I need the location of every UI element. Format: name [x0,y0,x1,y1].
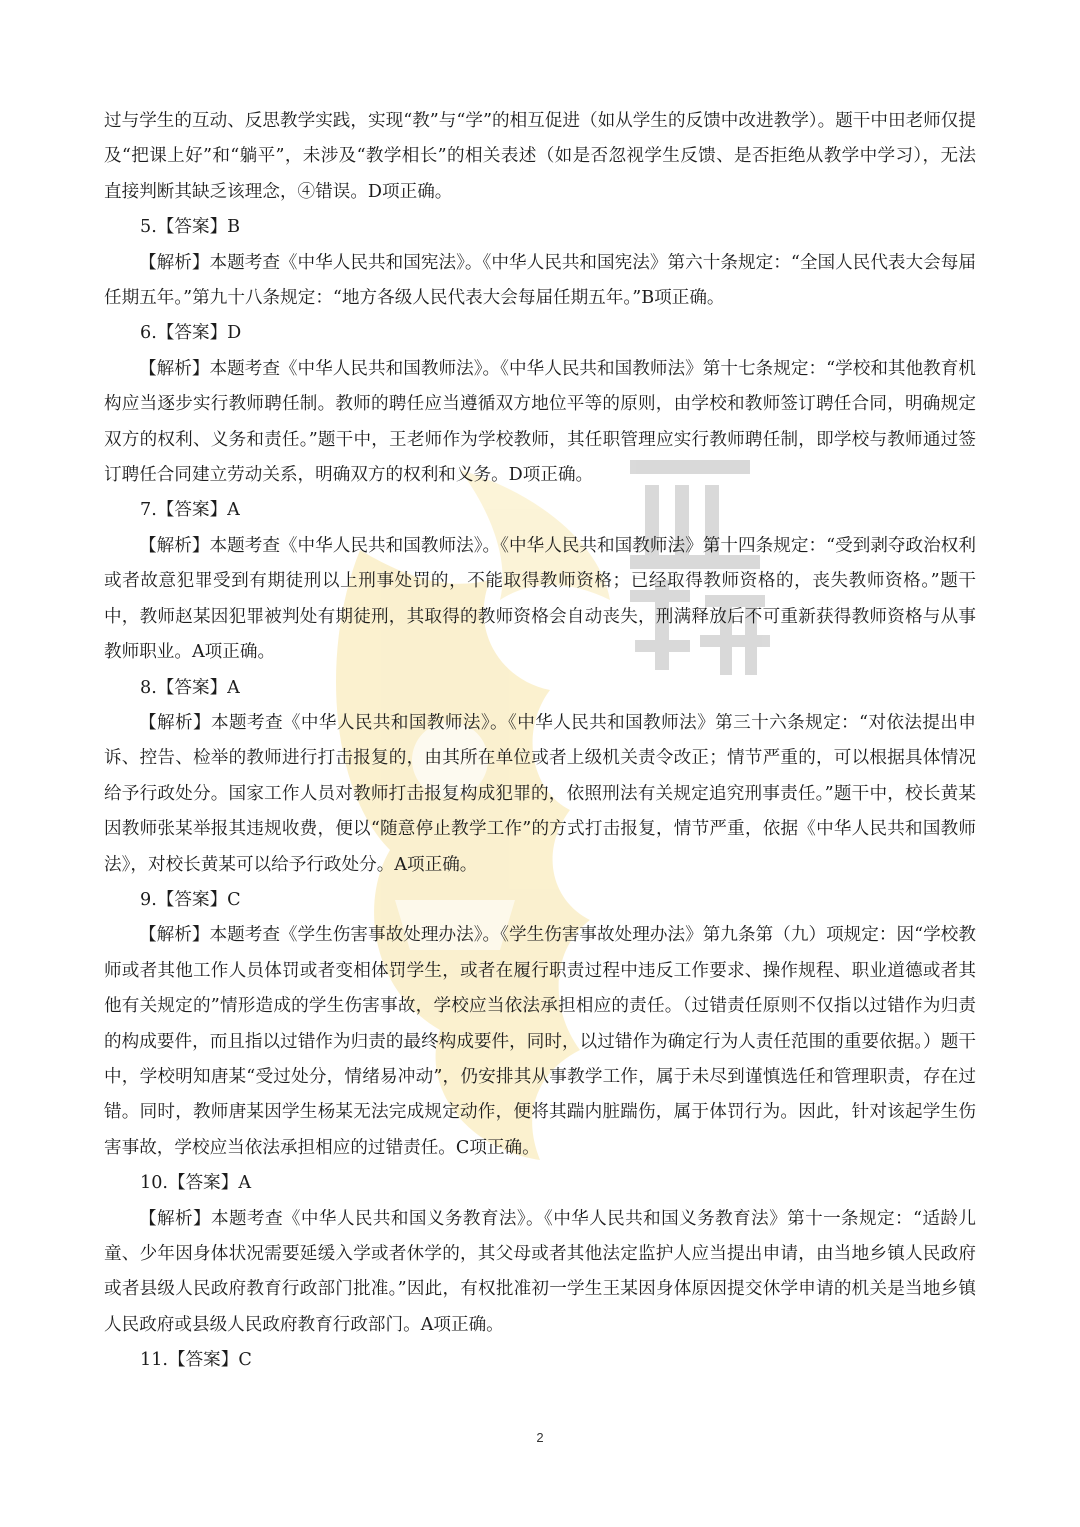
answer-10: 10.【答案】A [140,1173,252,1194]
explanation-5: 【解析】本题考查《中华人民共和国宪法》。《中华人民共和国宪法》第六十条规定：“全国人民代表大会每届任期五年。”第九十八条规定：“地方各级人民代表大会每届任期五年。”B项正确。 [104,252,976,309]
explanation-10: 【解析】本题考查《中华人民共和国义务教育法》。《中华人民共和国义务教育法》第十一条规定：“适龄儿童、少年因身体状况需要延缓入学或者休学的，其父母或者其他法定监护人应当提出申请，由当地乡镇人民政府或者县级人民政府教育行政部门批准。”因此，有权批准初一学生王某因身体原因提交休学申请的机关是当地乡镇人民政府或县级人民政府教育行政部门。A项正确。 [104,1208,976,1335]
answer-7: 7.【答案】A [140,500,240,521]
answer-8: 8.【答案】A [140,677,240,698]
explanation-8: 【解析】本题考查《中华人民共和国教师法》。《中华人民共和国教师法》第三十六条规定：“对依法提出申诉、控告、检举的教师进行打击报复的，由其所在单位或者上级机关责令改正；情节严重的，可以根据具体情况给予行政处分。国家工作人员对教师打击报复构成犯罪的，依照刑法有关规定追究刑事责任。”题干中，校长黄某因教师张某举报其违规收费，便以“随意停止教学工作”的方式打击报复，情节严重，依据《中华人民共和国教师法》，对校长黄某可以给予行政处分。A项正确。 [104,712,976,875]
answer-explanations [104,104,976,1379]
answer-5: 5.【答案】B [140,217,241,238]
explanation-7: 【解析】本题考查《中华人民共和国教师法》。《中华人民共和国教师法》第十四条规定：“受到剥夺政治权利或者故意犯罪受到有期徒刑以上刑事处罚的，不能取得教师资格；已经取得教师资格的，丧失教师资格。”题干中，教师赵某因犯罪被判处有期徒刑，其取得的教师资格会自动丧失，刑满释放后不可重新获得教师资格与从事教师职业。A项正确。 [104,535,976,663]
explanation-9: 【解析】本题考查《学生伤害事故处理办法》。《学生伤害事故处理办法》第九条第（九）项规定：因“学校教师或者其他工作人员体罚或者变相体罚学生，或者在履行职责过程中违反工作要求、操作规程、职业道德或者其他有关规定的”情形造成的学生伤害事故，学校应当依法承担相应的责任。（过错责任原则不仅指以过错作为归责的构成要件，而且指以过错作为归责的最终构成要件，同时，以过错作为确定行为人责任范围的重要依据。）题干中，学校明知唐某“受过处分，情绪易冲动”，仍安排其从事教学工作，属于未尽到谨慎选任和管理职责，存在过错。同时，教师唐某因学生杨某无法完成规定动作，便将其踹内脏踹伤，属于体罚行为。因此，针对该起学生伤害事故，学校应当依法承担相应的过错责任。C项正确。 [104,925,976,1158]
answer-6: 6.【答案】D [140,323,242,344]
page-number: 2 [536,1430,544,1445]
paragraph-continued-explanation: 过与学生的互动、反思教学实践，实现“教”与“学”的相互促进（如从学生的反馈中改进教学）。题干中田老师仅提及“把课上好”和“躺平”，未涉及“教学相长”的相关表述（如是否忽视学生反馈、是否拒绝从教学中学习），无法直接判断其缺乏该理念，④错误。D项正确。 [104,111,976,202]
answer-11: 11.【答案】C [140,1350,252,1371]
explanation-6: 【解析】本题考查《中华人民共和国教师法》。《中华人民共和国教师法》第十七条规定：“学校和其他教育机构应当逐步实行教师聘任制。教师的聘任应当遵循双方地位平等的原则，由学校和教师签订聘任合同，明确规定双方的权利、义务和责任。”题干中，王老师作为学校教师，其任职管理应实行教师聘任制，即学校与教师通过签订聘任合同建立劳动关系，明确双方的权利和义务。D项正确。 [104,358,976,486]
answer-9: 9.【答案】C [140,889,241,910]
